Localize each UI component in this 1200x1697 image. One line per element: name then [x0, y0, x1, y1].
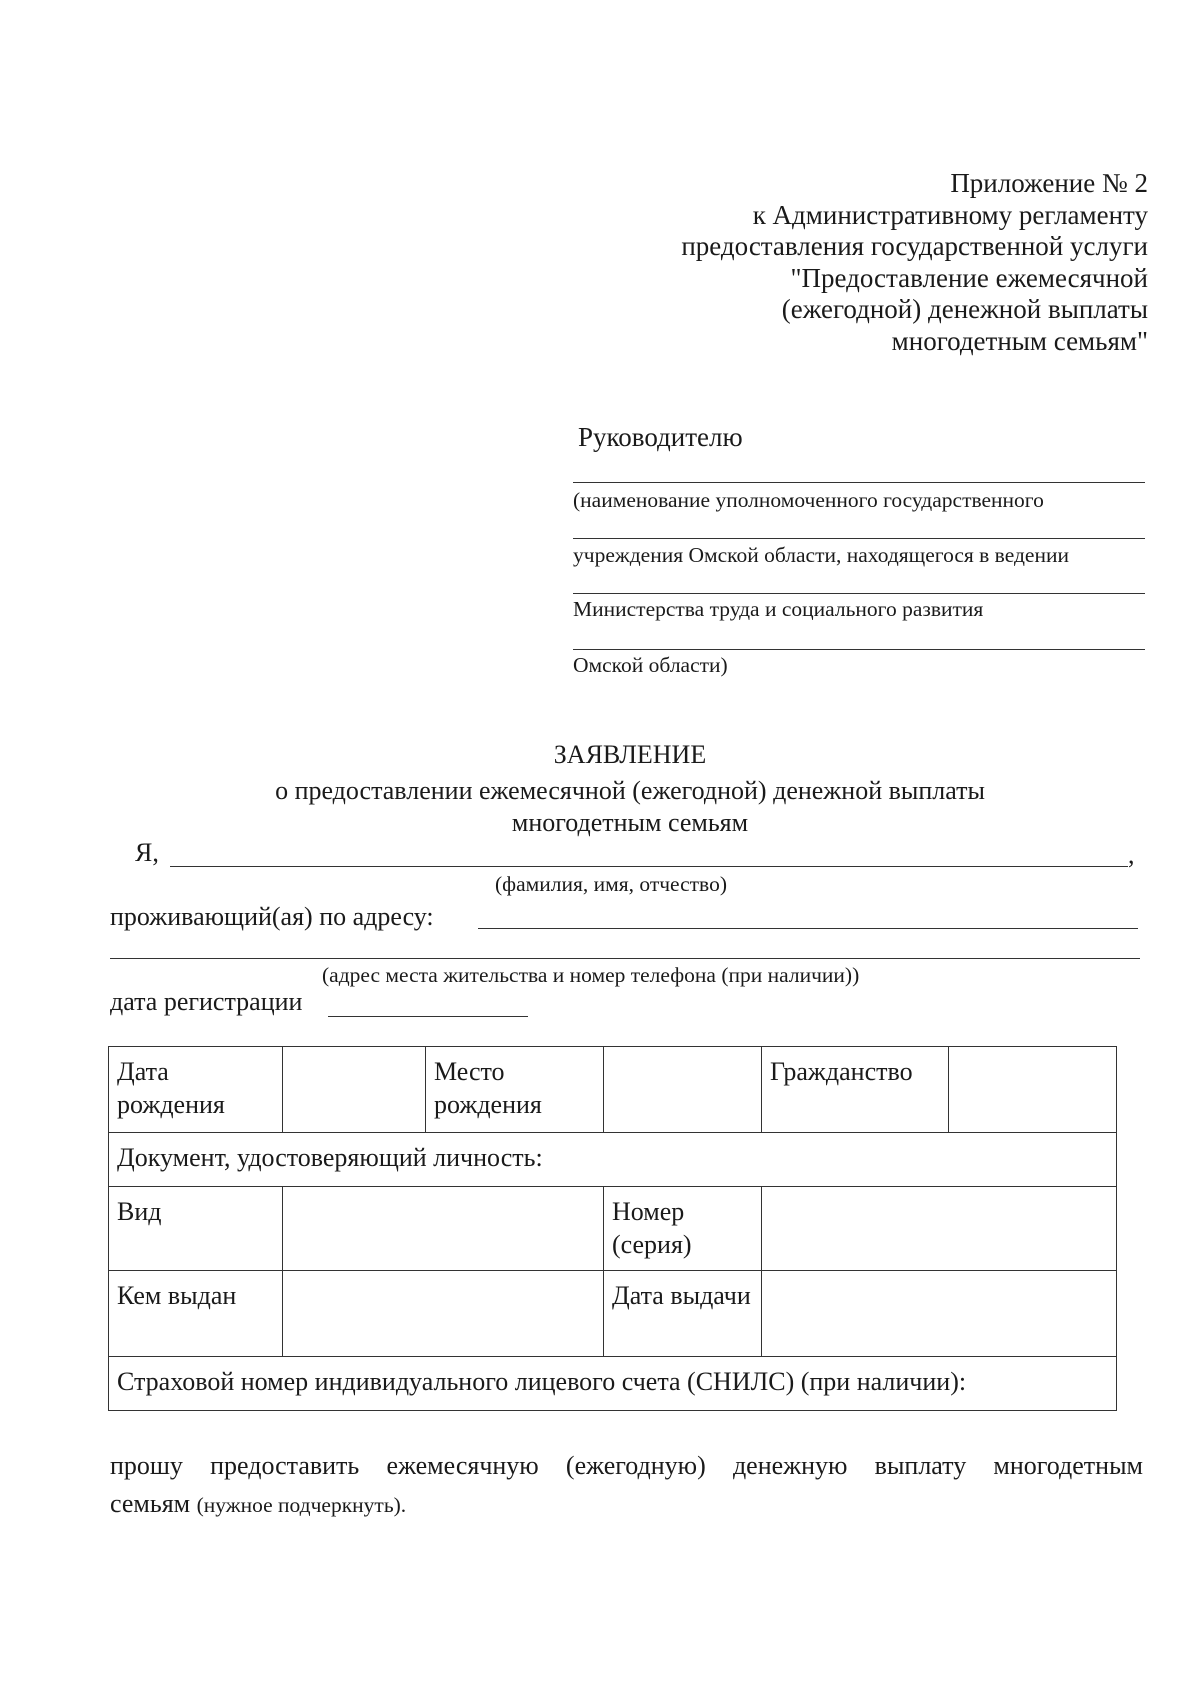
issue-date-label: Дата выдачи [604, 1271, 762, 1357]
address-input-line-1[interactable] [478, 928, 1138, 929]
appendix-line: многодетным семьям" [891, 325, 1148, 356]
document-title: ЗАЯВЛЕНИЕ [553, 740, 707, 769]
name-comma: , [1128, 840, 1135, 869]
snils-field[interactable]: Страховой номер индивидуального лицевого счета (СНИЛС) (при наличии): [109, 1357, 1117, 1411]
request-line-1: прошу предоставить ежемесячную (ежегодную) денежную выплату многодетным [110, 1451, 1143, 1480]
table-row [109, 1357, 1117, 1411]
address-hint: (адрес места жительства и номер телефона (при наличии)) [322, 963, 860, 987]
address-label: проживающий(ая) по адресу: [110, 902, 434, 931]
table-row [109, 1047, 1117, 1133]
request-note: (нужное подчеркнуть). [196, 1493, 407, 1517]
document-subtitle-line-2: многодетным семьям [511, 808, 749, 837]
full-name-input-line[interactable] [170, 866, 1128, 867]
document-type-cell[interactable] [283, 1187, 604, 1271]
full-name-hint: (фамилия, имя, отчество) [495, 872, 727, 896]
document-number-label: Номер (серия) [604, 1187, 762, 1271]
table-row [109, 1271, 1117, 1357]
birth-place-cell[interactable] [604, 1047, 762, 1133]
appendix-line: "Предоставление ежемесячной [790, 262, 1148, 293]
registration-date-input-line[interactable] [328, 1016, 528, 1017]
issued-by-label: Кем выдан [109, 1271, 283, 1357]
appendix-line: к Административному регламенту [752, 199, 1148, 230]
citizenship-cell[interactable] [949, 1047, 1117, 1133]
applicant-prefix: Я, [135, 838, 159, 867]
addressee-title: Руководителю [578, 422, 743, 452]
issued-by-cell[interactable] [283, 1271, 604, 1357]
appendix-line: Приложение № 2 [950, 168, 1148, 198]
document-type-label: Вид [109, 1187, 283, 1271]
birth-date-label: Дата рождения [109, 1047, 283, 1133]
appendix-line: (ежегодной) денежной выплаты [781, 294, 1148, 324]
addressee-hint-4: Омской области) [573, 653, 728, 677]
addressee-input-line-4[interactable] [573, 649, 1145, 650]
addressee-hint-3: Министерства труда и социального развития [573, 597, 984, 621]
document-subtitle-line-1: о предоставлении ежемесячной (ежегодной) денежной выплаты [275, 776, 985, 805]
document-number-cell[interactable] [762, 1187, 1117, 1271]
issue-date-cell[interactable] [762, 1271, 1117, 1357]
address-input-line-2[interactable] [110, 958, 1140, 959]
citizenship-label: Гражданство [762, 1047, 949, 1133]
addressee-input-line-3[interactable] [573, 593, 1145, 594]
table-row [109, 1133, 1117, 1187]
appendix-line: предоставления государственной услуги [681, 231, 1148, 261]
appendix-header [448, 168, 1148, 357]
birth-date-cell[interactable] [283, 1047, 426, 1133]
addressee-hint-2: учреждения Омской области, находящегося в ведении [573, 543, 1069, 567]
request-line-2 [110, 1485, 406, 1524]
table-row [109, 1187, 1117, 1271]
addressee-input-line-2[interactable] [573, 538, 1145, 539]
addressee-input-line-1[interactable] [573, 482, 1145, 483]
registration-date-label: дата регистрации [110, 987, 303, 1016]
identity-document-header: Документ, удостоверяющий личность: [109, 1133, 1117, 1187]
birth-place-label: Место рождения [426, 1047, 604, 1133]
addressee-hint-1: (наименование уполномоченного государственного [573, 488, 1044, 512]
request-line-2-main: семьям [110, 1489, 191, 1518]
personal-data-table [108, 1046, 1117, 1411]
